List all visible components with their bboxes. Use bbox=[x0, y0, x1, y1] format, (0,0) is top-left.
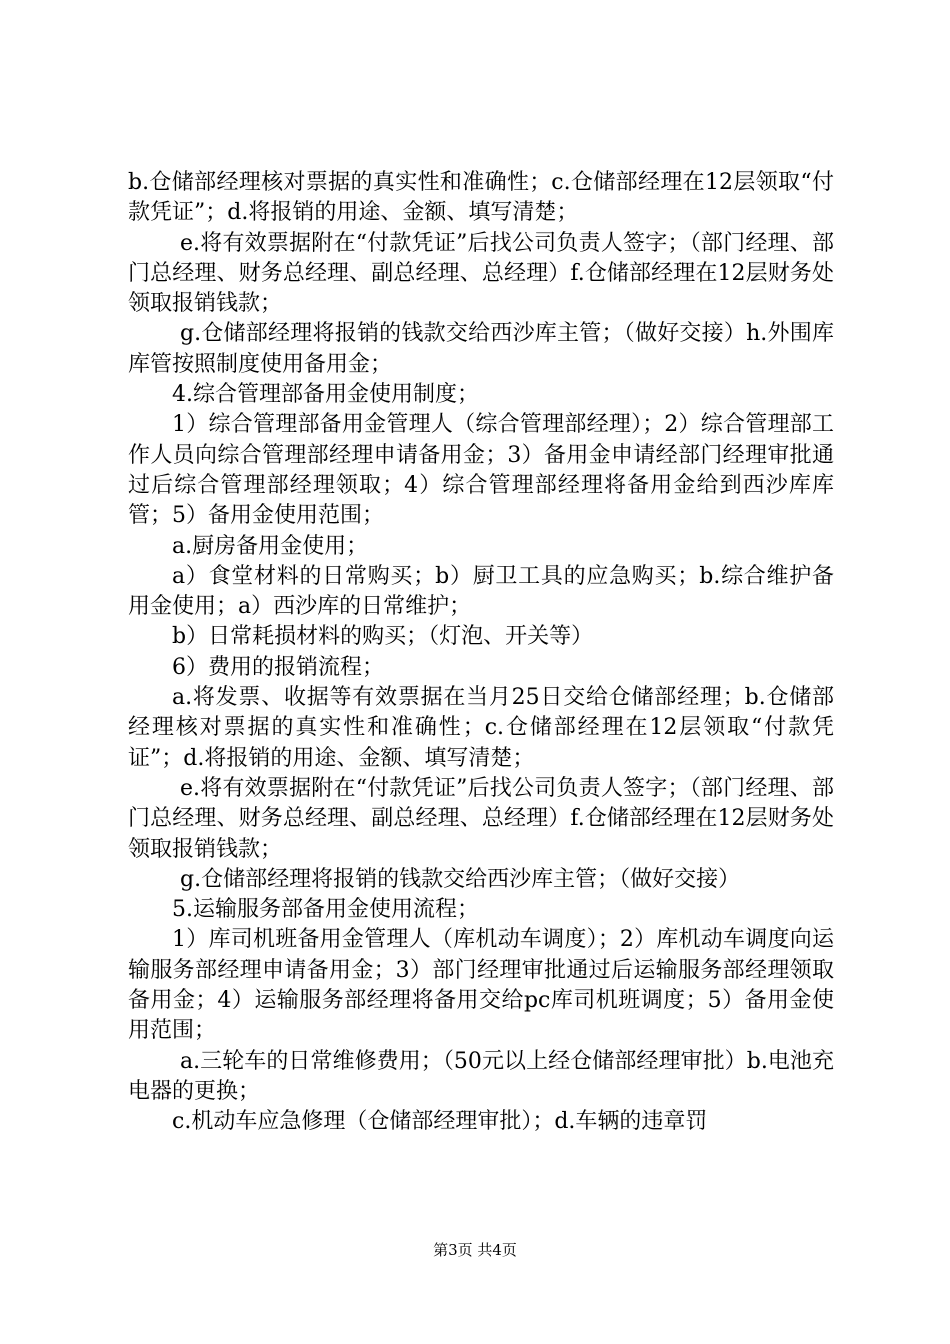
paragraph-2: e.将有效票据附在“付款凭证”后找公司负责人签字；（部门经理、部门总经理、财务总经理、副总经理、总经理）f.仓储部经理在12层财务处领取报销钱款； bbox=[128, 230, 834, 317]
paragraph-11: e.将有效票据附在“付款凭证”后找公司负责人签字；（部门经理、部门总经理、财务总经理、副总经理、总经理）f.仓储部经理在12层财务处领取报销钱款； bbox=[128, 775, 834, 862]
section-heading-5: 5.运输服务部备用金使用流程； bbox=[172, 897, 479, 923]
paragraph-3: g.仓储部经理将报销的钱款交给西沙库主管；（做好交接）h.外围库库管按照制度使用备用金； bbox=[128, 321, 834, 377]
paragraph-7: a）食堂材料的日常购买；b）厨卫工具的应急购买；b.综合维护备用金使用；a）西沙库的日常维护； bbox=[128, 563, 834, 620]
paragraph-15: a.三轮车的日常维修费用；（50元以上经仓储部经理审批）b.电池充电器的更换； bbox=[128, 1048, 834, 1104]
paragraph-16: c.机动车应急修理（仓储部经理审批）；d.车辆的违章罚 bbox=[172, 1109, 708, 1135]
paragraph-10: a.将发票、收据等有效票据在当月25日交给仓储部经理；b.仓储部经理核对票据的真实性和准确性；c.仓储部经理在12层领取“付款凭证”；d.将报销的用途、金额、填写清楚； bbox=[128, 685, 834, 771]
page-footer: 第3页 共4页 bbox=[433, 1241, 517, 1259]
paragraph-12: g.仓储部经理将报销的钱款交给西沙库主管；（做好交接） bbox=[180, 866, 741, 892]
paragraph-6: a.厨房备用金使用； bbox=[172, 533, 369, 559]
section-heading-4: 4.综合管理部备用金使用制度； bbox=[172, 382, 479, 408]
paragraph-14: 1）库司机班备用金管理人（库机动车调度）；2）库机动车调度向运输服务部经理申请备用金；3）部门经理审批通过后运输服务部经理领取备用金；4）运输服务部经理将备用交给pc库司机班调度；5）备用金使用范围； bbox=[128, 927, 834, 1044]
paragraph-8: b）日常耗损材料的购买；（灯泡、开关等） bbox=[172, 624, 594, 650]
paragraph-5: 1）综合管理部备用金管理人（综合管理部经理）；2）综合管理部工作人员向综合管理部经理申请备用金；3）备用金申请经部门经理审批通过后综合管理部经理领取；4）综合管理部经理将备用金给到西沙库库管；5）备用金使用范围； bbox=[128, 412, 834, 529]
document-body bbox=[128, 168, 834, 1138]
paragraph-9: 6）费用的报销流程； bbox=[172, 654, 384, 680]
paragraph-1: b.仓储部经理核对票据的真实性和准确性；c.仓储部经理在12层领取“付款凭证”；d.将报销的用途、金额、填写清楚； bbox=[128, 170, 834, 226]
